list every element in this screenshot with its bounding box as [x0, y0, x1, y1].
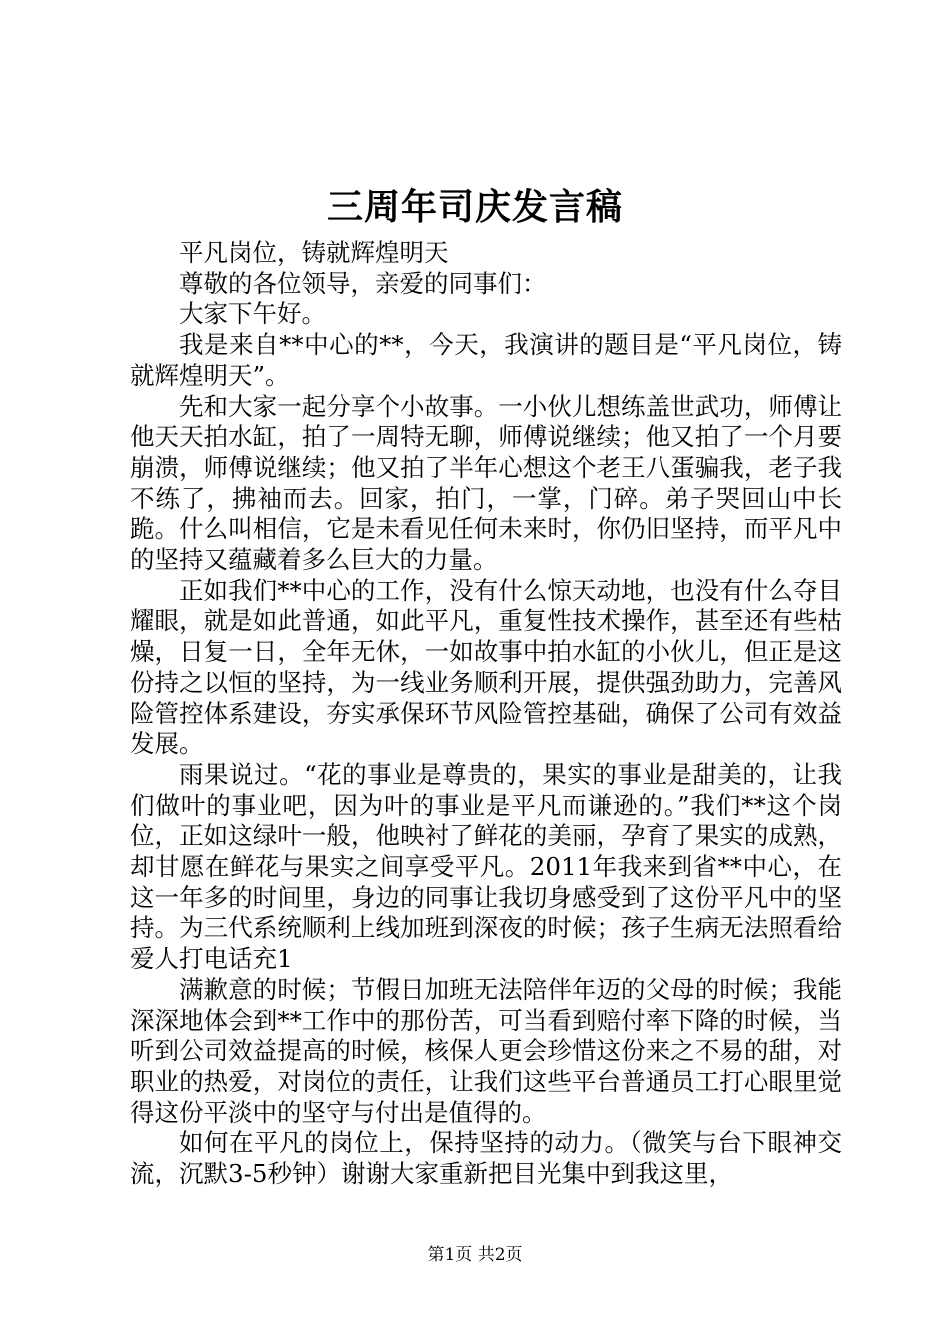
- paragraph-subtitle: 平凡岗位，铸就辉煌明天: [179, 238, 449, 267]
- paragraph: 先和大家一起分享个小故事。一小伙儿想练盖世武功，师傅让他天天拍水缸，拍了一周特无聊，师傅说继续；他又拍了一个月要崩溃，师傅说继续；他又拍了半年心想这个老王八蛋骗我，老子我不练了，拂袖而去。回家，拍门，一掌，门碎。弟子哭回山中长跪。什么叫相信，它是未看见任何未来时，你仍旧坚持，而平凡中的坚持又蕴藏着多么巨大的力量。: [130, 391, 842, 575]
- paragraph: 满歉意的时候；节假日加班无法陪伴年迈的父母的时候；我能深深地体会到**工作中的那份苦，可当看到赔付率下降的时候，当听到公司效益提高的时候，核保人更会珍惜这份来之不易的甜，对职业的热爱，对岗位的责任，让我们这些平台普通员工打心眼里觉得这份平淡中的坚守与付出是值得的。: [130, 974, 842, 1127]
- paragraph: 我是来自**中心的**，今天，我演讲的题目是“平凡岗位，铸就辉煌明天”。: [130, 330, 842, 390]
- document-body: [130, 238, 842, 1190]
- paragraph-salutation: 尊敬的各位领导，亲爱的同事们：: [179, 268, 547, 298]
- paragraph-greeting: 大家下午好。: [179, 299, 326, 329]
- paragraph: 如何在平凡的岗位上，保持坚持的动力。（微笑与台下眼神交流，沉默3-5秒钟）谢谢大家重新把目光集中到我这里，: [130, 1128, 842, 1189]
- document-title: 三周年司庆发言稿: [326, 186, 623, 228]
- paragraph: 雨果说过。“花的事业是尊贵的，果实的事业是甜美的，让我们做叶的事业吧，因为叶的事业是平凡而谦逊的。”我们**这个岗位，正如这绿叶一般，他映衬了鲜花的美丽，孕育了果实的成熟，却甘愿在鲜花与果实之间享受平凡。2011年我来到省**中心，在这一年多的时间里，身边的同事让我切身感受到了这份平凡中的坚持。为三代系统顺利上线加班到深夜的时候；孩子生病无法照看给爱人打电话充1: [130, 759, 842, 974]
- page-footer: 第1页 共2页: [427, 1245, 523, 1265]
- paragraph: 正如我们**中心的工作，没有什么惊天动地，也没有什么夺目耀眼，就是如此普通，如此平凡，重复性技术操作，甚至还有些枯燥，日复一日，全年无休，一如故事中拍水缸的小伙儿，但正是这份持之以恒的坚持，为一线业务顺利开展，提供强劲助力，完善风险管控体系建设，夯实承保环节风险管控基础，确保了公司有效益发展。: [130, 575, 842, 759]
